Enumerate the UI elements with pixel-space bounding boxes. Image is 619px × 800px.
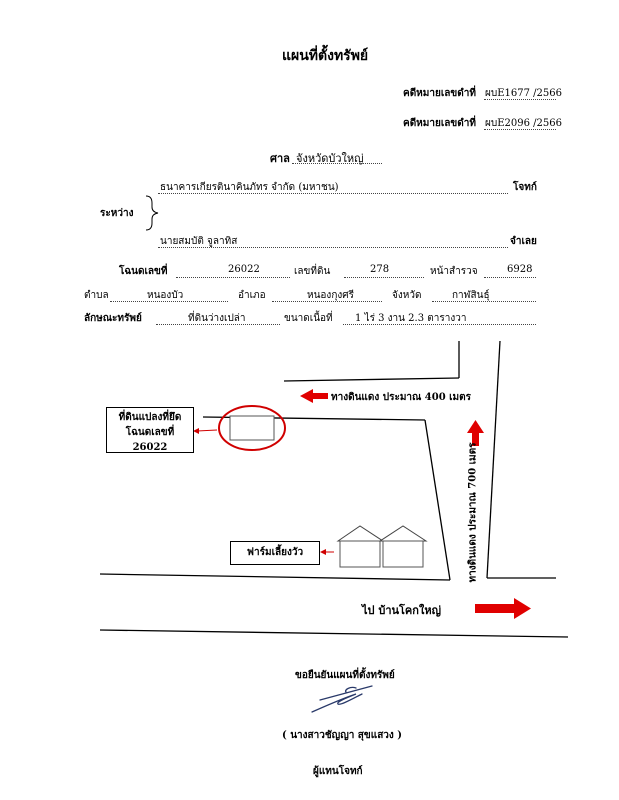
signer-name: ( นางสาวชัญญา สุขแสวง ) — [282, 730, 403, 741]
between-label: ระหว่าง — [100, 208, 134, 219]
district-label: อำเภอ — [238, 290, 266, 301]
plaintiff-name: ธนาคารเกียรตินาคินภัทร จำกัด (มหาชน) — [160, 182, 339, 193]
plot-pointer-line — [197, 430, 217, 431]
road-right-label: ทางดินแดง ประมาณ 700 เมตร — [467, 442, 479, 583]
farm-box — [230, 541, 320, 565]
court-label: ศาล — [270, 152, 290, 165]
subdistrict-value: หนองบัว — [147, 290, 184, 301]
land-no-label: เลขที่ดิน — [294, 266, 331, 277]
district-value: หนองกุงศรี — [307, 290, 354, 301]
destination-label: ไป บ้านโคกใหญ่ — [362, 604, 441, 617]
confirm-label: ขอยืนยันแผนที่ตั้งทรัพย์ — [295, 670, 395, 681]
survey-value: 6928 — [507, 264, 533, 275]
subdistrict-label: ตำบล — [84, 290, 109, 301]
road-bottom-line — [100, 630, 568, 637]
province-label: จังหวัด — [392, 290, 422, 301]
land-no-value: 278 — [370, 264, 390, 275]
arrow-up-head — [467, 420, 484, 433]
size-value: 1 ไร่ 3 งาน 2.3 ตารางวา — [355, 313, 467, 324]
house-roof-1 — [338, 526, 383, 541]
case-black-value: ผบE1677 /2566 — [485, 88, 562, 99]
signer-role: ผู้แทนโจทก์ — [313, 766, 363, 777]
road-top-label: ทางดินแดง ประมาณ 400 เมตร — [331, 392, 472, 403]
arrow-right-shaft — [475, 604, 515, 613]
brace-bracket — [146, 196, 158, 230]
size-label: ขนาดเนื้อที่ — [284, 313, 333, 324]
seized-plot-line1: ที่ดินแปลงที่ยึด — [118, 412, 182, 423]
seized-plot-box — [106, 407, 194, 453]
arrow-left-shaft — [312, 393, 328, 399]
road-lower-left — [100, 574, 450, 580]
property-value: ที่ดินว่างเปล่า — [188, 313, 246, 324]
province-value: กาฬสินธุ์ — [452, 290, 490, 301]
case-red-value: ผบE2096 /2566 — [485, 118, 562, 129]
case-red-label: คดีหมายเลขดำที่ — [403, 118, 476, 129]
road-right-line — [487, 341, 500, 578]
house-roof-2 — [380, 526, 426, 541]
arrow-right-head — [514, 598, 531, 619]
plaintiff-role: โจทก์ — [513, 182, 537, 193]
seized-plot-rect — [230, 416, 274, 440]
road-top-line — [284, 378, 459, 381]
defendant-name: นายสมบัติ จูลาทิส — [160, 236, 238, 247]
court-value: จังหวัดบัวใหญ่ — [296, 152, 364, 165]
seized-plot-line2: โฉนดเลขที่ 26022 — [125, 427, 175, 453]
property-label: ลักษณะทรัพย์ — [84, 313, 142, 324]
house-body-2 — [383, 541, 423, 567]
case-black-label: คดีหมายเลขดำที่ — [403, 88, 476, 99]
defendant-role: จำเลย — [510, 236, 537, 247]
farm-label: ฟาร์มเลี้ยงวัว — [246, 547, 304, 558]
page-title: แผนที่ตั้งทรัพย์ — [282, 48, 369, 64]
road-diagonal — [425, 420, 450, 580]
deed-value: 26022 — [228, 264, 260, 275]
house-body-1 — [340, 541, 380, 567]
farm-pointer-head — [320, 549, 326, 555]
survey-label: หน้าสำรวจ — [430, 266, 478, 277]
arrow-left-head — [300, 389, 313, 403]
deed-label: โฉนดเลขที่ — [119, 266, 168, 277]
